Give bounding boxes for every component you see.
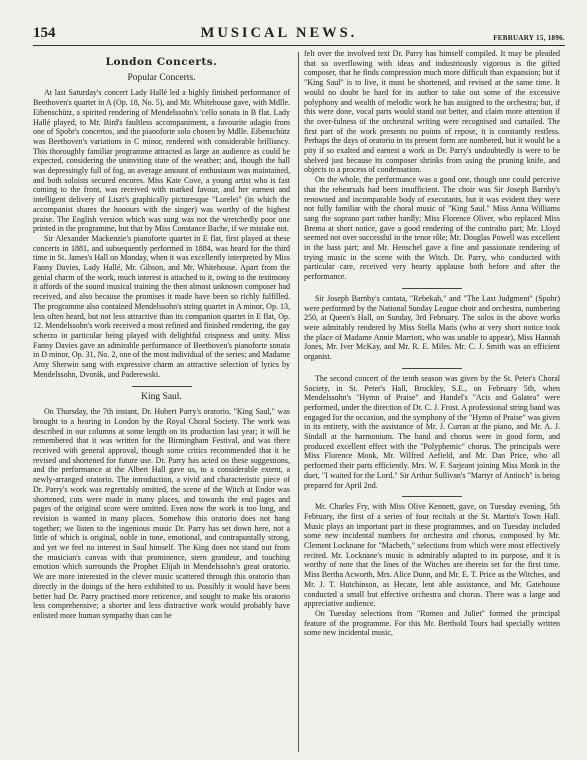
paragraph: Sir Joseph Barnby's cantata, "Rebekah," and "The Last Judgment" (Spohr) were performed by the National Sunday League choir and orchestra, numbering 250, at Queen's Hall, on Sunday, 3rd February. The solos in the above works were admirably rendered by Miss Stella Maris (who at very short notice took the place of Madame Annie Marriott, who was unable to appear), Miss Hannah Jones, Mr. Iver McKay, and Mr. R. E. Miles. Mr. C. J. Smith was an efficient organist. bbox=[304, 293, 560, 362]
paragraph: Mr. Charles Fry, with Miss Olive Kennett, gave, on Tuesday evening, 5th February, the first of a series of four recitals at the St. Martin's Town Hall. Music plays an important part in these programmes, and on Tuesday included some new incidental numbers for orchestra and chorus, composed by Mr. Clement Locknane for "Macbeth," selections from which were most effectively recited. Mr. Locknane's music is admirably adapted to its purpose, and it is worthy of note that the lines of the Witches are therein set for the first time. Miss Bertha Acworth, Mrs. Alice Dunn, and Mr. E. T. Price as the Witches, and Mr. J. T. Hutchinson, as Hecate, lent able assistance, and Mr. Gatehouse conducted a small but effective orchestra and chorus. There was a large and appreciative audience. bbox=[304, 502, 560, 609]
paragraph: The second concert of the tenth season was given by the St. Peter's Choral Society, in St. Peter's Hall, Brockley, S.E., on February 5th, when Mendelssohn's "Hymn of Praise" and Handel's "Acis and Galatea" were performed, under the direction of Dr. C. J. Frost. A professional string band was engaged for the occasion, and the symphony of the "Hymn of Praise" was given in its entirety, with the assistance of Mr. J. Curran at the piano, and Mr. A. J. Sindall at the harmonium. The band and chorus were in good form, and produced excellent effect with the "Polyphemic" chorus. The principals were Miss Florence Monk, Mr. Wilfred Aefield, and Mr. Dan Price, who all performed their parts efficiently. Mrs. W. F. Sarjeant joining Miss Monk in the duet, "I waited for the Lord." Sir Arthur Sullivan's "Martyr of Antioch" is being prepared for April 2nd. bbox=[304, 373, 560, 490]
column-divider bbox=[298, 52, 299, 752]
masthead: MUSICAL NEWS. bbox=[200, 25, 358, 41]
section-divider bbox=[402, 496, 462, 497]
page-header bbox=[33, 24, 565, 42]
paragraph: On Tuesday selections from "Romeo and Juliet" formed the principal feature of the programme. For this Mr. Berthold Tours had specially written some new incidental music, bbox=[304, 608, 560, 638]
section-divider bbox=[402, 288, 462, 289]
issue-date: FEBRUARY 15, 1896. bbox=[493, 34, 565, 42]
page-number: 154 bbox=[33, 25, 56, 41]
paragraph: felt over the involved text Dr. Parry has himself compiled. It may be pleaded that so overflowing with ideas and industriously vigorous is the gifted composer, that he finds compression much more difficult than expansion; but if "King Saul" is to live, it must be shortened, and revised at the same time. It would no doubt be hard for its author to take out some of the excessive polyphony and wealth of melodic work he has assigned to the orchestra; but, if this were done, vocal parts would stand out better, and claim more attention if the over-fulness of the orchestral writing were recognised and curtailed. The first part of the work presents no points of repose, it is constantly restless. Perhaps the days of oratorio in its present form are numbered, but it would be a pity if so exalted and earnest a work as Dr. Parry's undoubtedly is were to be shelved just because its composer shrinks from using the pruning knife, and objects to a process of condensation. bbox=[304, 49, 560, 175]
left-column bbox=[33, 49, 290, 621]
section-title: London Concerts. bbox=[105, 56, 218, 68]
paragraph: Sir Alexander Mackenzie's pianoforte quartet in E flat, first played at these concerts in 1881, and subsequently performed in 1884, was heard for the third time in St. James's Hall on Monday, when it was excellently interpreted by Miss Fanny Davies, Lady Hallé, Mr. Gibson, and Mr. Whitehouse. Apart from the genial charm of the work, much interest is attached to it, owing to the testimony it affords of the sound musical training the then almost unknown composer had received, and also because the promises it made have been so richly fulfilled. The programme also contained Mendelssohn's string quartet in A minor, Op. 13, less often heard, but not less attractive than its companion quartet in E flat, Op. 12. Mendelssohn's work received a most refined and finished rendering, the gay scherzo in particular being played with delightful crispness and unity. Miss Fanny Davies gave an admirable performance of Beethoven's pianoforte sonata in D minor, Op. 31, No. 2, one of the most individual of the series; and Madame Amy Sherwin sang with expressive charm an attractive selection of lyrics by Mendelssohn, Dvorák, and Paderewski. bbox=[33, 233, 290, 379]
paragraph: On Thursday, the 7th instant, Dr. Hubert Parry's oratorio, "King Saul," was brought to a hearing in London by the Royal Choral Society. The work was described in our columns at some length on its production last year; it will be remembered that it was written for the Birmingham Festival, and was there received with general approval, though some critics recommended that it be revised and shortened for future use. Dr. Parry has acted on these suggestions, and the performance at the Albert Hall gave us, to a considerable extent, a newly-arranged oratorio. The introduction, a vivid and characteristic piece of Dr. Parry's work was regrettably omitted, the scene of the Witch at Endor was shortened, cuts were made in many places, and towards the end pages and pages of the original score were omitted. Even now the work is too long, and revision is wanted in many places. Somehow this oratorio does not hang together; we listen to the ingenious music Dr. Parry has set down here, not a little of which is original, noble in tone, emotional, and contrapuntally strong, and yet we feel no interest in Saul himself. The King does not stand out from the musician's canvas with that prominence, stern grandeur, and touching emotion which surrounds the Prophet Elijah in Mendelssohn's great oratorio. We are more interested in the clever music scattered through this oratorio than directly in the doings of the hero exhibited to us. Possibly it would have been better had Dr. Parry practised more reticence, and sought to make his oratorio less comprehensive; a shorter and less distractive work would probably have enlisted more human sympathy than can be bbox=[33, 407, 290, 620]
right-column bbox=[304, 49, 560, 638]
paragraph: On the whole, the performance was a good one, though one could perceive that the rehearsals had been insufficient. The choir was Sir Joseph Barnby's renowned and incomparable body of executants, but it was evident they were not fully familiar with the choral music of "King Saul." Miss Anna Williams sang the soprano part rather hardly; Miss Florence Oliver, who replaced Miss Brema at short notice, gave a good rendering of the contralto part; Mr. Lloyd seemed not over successful in the tenor rôle; Mr. Douglas Powell was excellent in the bass part; and Mr. Henschel gave a fine and passionate rendering of trying music in the scene with the Witch. Dr. Parry, who conducted with particular care, received very hearty applause both before and after the performance. bbox=[304, 175, 560, 282]
king-saul-heading: King Saul. bbox=[141, 391, 182, 402]
section-divider bbox=[132, 386, 192, 387]
popular-concerts-heading: Popular Concerts. bbox=[127, 72, 196, 83]
section-divider bbox=[402, 368, 462, 369]
header-rule bbox=[33, 45, 565, 46]
paragraph: At last Saturday's concert Lady Hallé led a highly finished performance of Beethoven's quartet in A (Op. 18, No. 5), and Mr. Whitehouse gave, with Mdlle. Eibenschütz, a spirited rendering of Mendelssohn's 'cello sonata in B flat. Lady Hallé played, to Mr. Bird's faultless accompaniment, a favourite adagio from one of Spohr's concertos, and the pianoforte solo chosen by Mdlle. Eibenschütz was Beethoven's variations in C minor, rendered with considerable brilliancy. This thoroughly familiar programme attracted as large an audience as could be expected, considering the uninviting state of the weather; and, though the hall was depressingly full of fog, an average amount of enthusiasm was maintained, and both soloists secured encores. Miss Kate Cove, a young artist who is fast coming to the front, was received with marked favour, and her earnest and intelligent delivery of Liszt's graphically picturesque "Lorelei" (in which the accompanist shares the honours with the singer) was worthy of the highest praise. The English version which was sung was not the wretchedly poor one printed in the programme, but that by Miss Constance Bache, if we mistake not. bbox=[33, 88, 290, 234]
